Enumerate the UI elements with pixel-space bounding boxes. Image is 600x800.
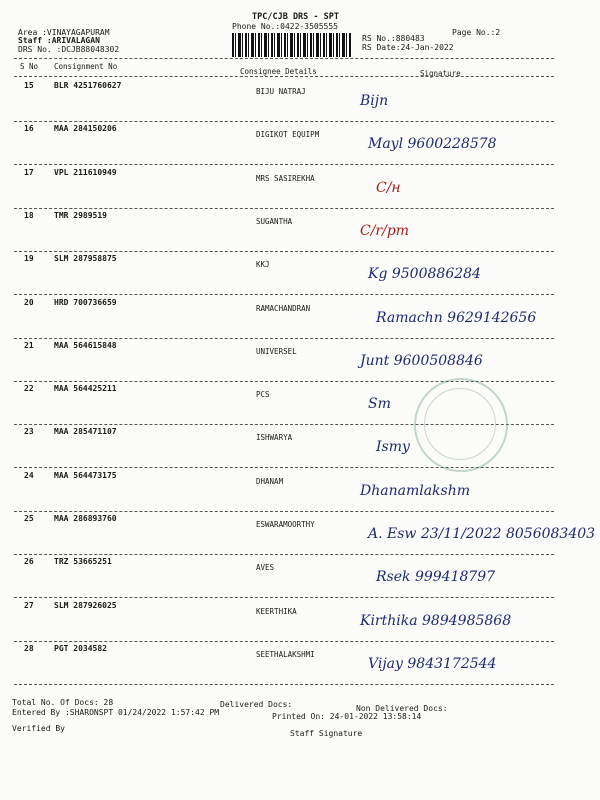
col-consignee: Consignee Details xyxy=(240,67,317,76)
row-divider xyxy=(14,121,554,122)
row-handwritten-signature: Dhanamlakshm xyxy=(360,483,471,499)
delivered-docs: Delivered Docs: xyxy=(220,700,293,709)
row-divider xyxy=(14,251,554,252)
rs-date: RS Date:24-Jan-2022 xyxy=(362,43,454,52)
drs-number: DRS No. :DCJB88048302 xyxy=(18,45,120,54)
row-handwritten-signature: Ismy xyxy=(376,439,410,455)
row-handwritten-signature: Bijn xyxy=(360,93,389,109)
row-serial-number: 27 xyxy=(24,601,34,610)
row-consignee-name: ESWARAMOORTHY xyxy=(256,520,315,529)
row-handwritten-signature: Mayl 9600228578 xyxy=(368,136,497,152)
row-handwritten-signature: A. Esw 23/11/2022 8056083403 xyxy=(368,526,596,542)
row-consignee-name: SUGANTHA xyxy=(256,217,293,226)
row-consignee-name: AVES xyxy=(256,563,275,572)
non-delivered-docs: Non Delivered Docs: xyxy=(356,704,448,713)
row-consignment-number: MAA 284150206 xyxy=(54,124,117,133)
row-consignee-name: KEERTHIKA xyxy=(256,607,297,616)
staff-label: Staff :ARIVALAGAN xyxy=(18,36,100,45)
col-signature: Signature xyxy=(420,69,461,78)
row-handwritten-signature: C/н xyxy=(376,180,401,196)
staff-signature: Staff Signature xyxy=(290,729,363,738)
row-handwritten-signature: Vijay 9843172544 xyxy=(368,656,497,672)
row-handwritten-signature: Ramachn 9629142656 xyxy=(376,310,537,326)
header-divider xyxy=(14,58,554,59)
row-consignment-number: MAA 564615848 xyxy=(54,341,117,350)
row-divider xyxy=(14,597,554,598)
row-serial-number: 15 xyxy=(24,81,34,90)
row-consignee-name: RAMACHANDRAN xyxy=(256,304,311,313)
row-consignment-number: VPL 211610949 xyxy=(54,168,117,177)
row-consignment-number: TMR 2989519 xyxy=(54,211,107,220)
total-docs: Total No. Of Docs: 28 xyxy=(12,698,114,707)
entered-by: Entered By :SHARONSPT 01/24/2022 1:57:42 PM xyxy=(12,708,220,717)
row-divider xyxy=(14,294,554,295)
col-sno: S No xyxy=(20,62,39,71)
row-handwritten-signature: Kg 9500886284 xyxy=(368,266,481,282)
row-divider xyxy=(14,554,554,555)
document-title: TPC/CJB DRS - SPT xyxy=(252,12,339,22)
row-consignee-name: ISHWARYA xyxy=(256,433,293,442)
row-serial-number: 28 xyxy=(24,644,34,653)
row-handwritten-signature: Rsek 999418797 xyxy=(376,569,496,585)
row-consignee-name: DHANAM xyxy=(256,477,284,486)
page-number: Page No.:2 xyxy=(452,28,501,37)
row-serial-number: 17 xyxy=(24,168,34,177)
row-handwritten-signature: C/r/pm xyxy=(360,223,410,239)
row-consignment-number: MAA 564425211 xyxy=(54,384,117,393)
row-consignment-number: BLR 4251760627 xyxy=(54,81,122,90)
row-consignee-name: PCS xyxy=(256,390,270,399)
row-consignee-name: MRS SASIREKHA xyxy=(256,174,315,183)
row-serial-number: 24 xyxy=(24,471,34,480)
row-serial-number: 23 xyxy=(24,427,34,436)
row-consignment-number: SLM 287958875 xyxy=(54,254,117,263)
row-divider xyxy=(14,511,554,512)
row-divider xyxy=(14,641,554,642)
row-consignment-number: MAA 285471107 xyxy=(54,427,117,436)
row-consignee-name: UNIVERSEL xyxy=(256,347,297,356)
row-serial-number: 26 xyxy=(24,557,34,566)
row-serial-number: 20 xyxy=(24,298,34,307)
row-consignment-number: MAA 564473175 xyxy=(54,471,117,480)
row-divider xyxy=(14,164,554,165)
row-handwritten-signature: Sm xyxy=(368,396,391,412)
verified-by: Verified By xyxy=(12,724,65,733)
row-divider xyxy=(14,684,554,685)
row-serial-number: 19 xyxy=(24,254,34,263)
row-consignment-number: HRD 700736659 xyxy=(54,298,117,307)
row-serial-number: 18 xyxy=(24,211,34,220)
printed-on: Printed On: 24-01-2022 13:58:14 xyxy=(272,712,422,721)
row-serial-number: 25 xyxy=(24,514,34,523)
rs-number: RS No.:880483 xyxy=(362,34,425,43)
barcode-image xyxy=(232,33,352,57)
phone-number: Phone No.:0422-3505555 xyxy=(232,22,338,31)
row-consignment-number: SLM 287926025 xyxy=(54,601,117,610)
row-consignee-name: DIGIKOT EQUIPM xyxy=(256,130,320,139)
row-handwritten-signature: Junt 9600508846 xyxy=(360,353,483,369)
col-consignment: Consignment No xyxy=(54,62,118,71)
area-label: Area :VINAYAGAPURAM xyxy=(18,28,110,37)
row-serial-number: 16 xyxy=(24,124,34,133)
row-divider xyxy=(14,338,554,339)
row-serial-number: 22 xyxy=(24,384,34,393)
row-serial-number: 21 xyxy=(24,341,34,350)
row-consignment-number: MAA 286893760 xyxy=(54,514,117,523)
header-divider xyxy=(14,76,554,77)
row-consignee-name: SEETHALAKSHMI xyxy=(256,650,315,659)
row-handwritten-signature: Kirthika 9894985868 xyxy=(360,613,512,629)
row-consignee-name: BIJU NATRAJ xyxy=(256,87,306,96)
row-consignment-number: PGT 2034582 xyxy=(54,644,107,653)
row-divider xyxy=(14,208,554,209)
row-consignee-name: KKJ xyxy=(256,260,270,269)
circular-stamp-inner xyxy=(424,388,496,460)
row-consignment-number: TRZ 53665251 xyxy=(54,557,112,566)
